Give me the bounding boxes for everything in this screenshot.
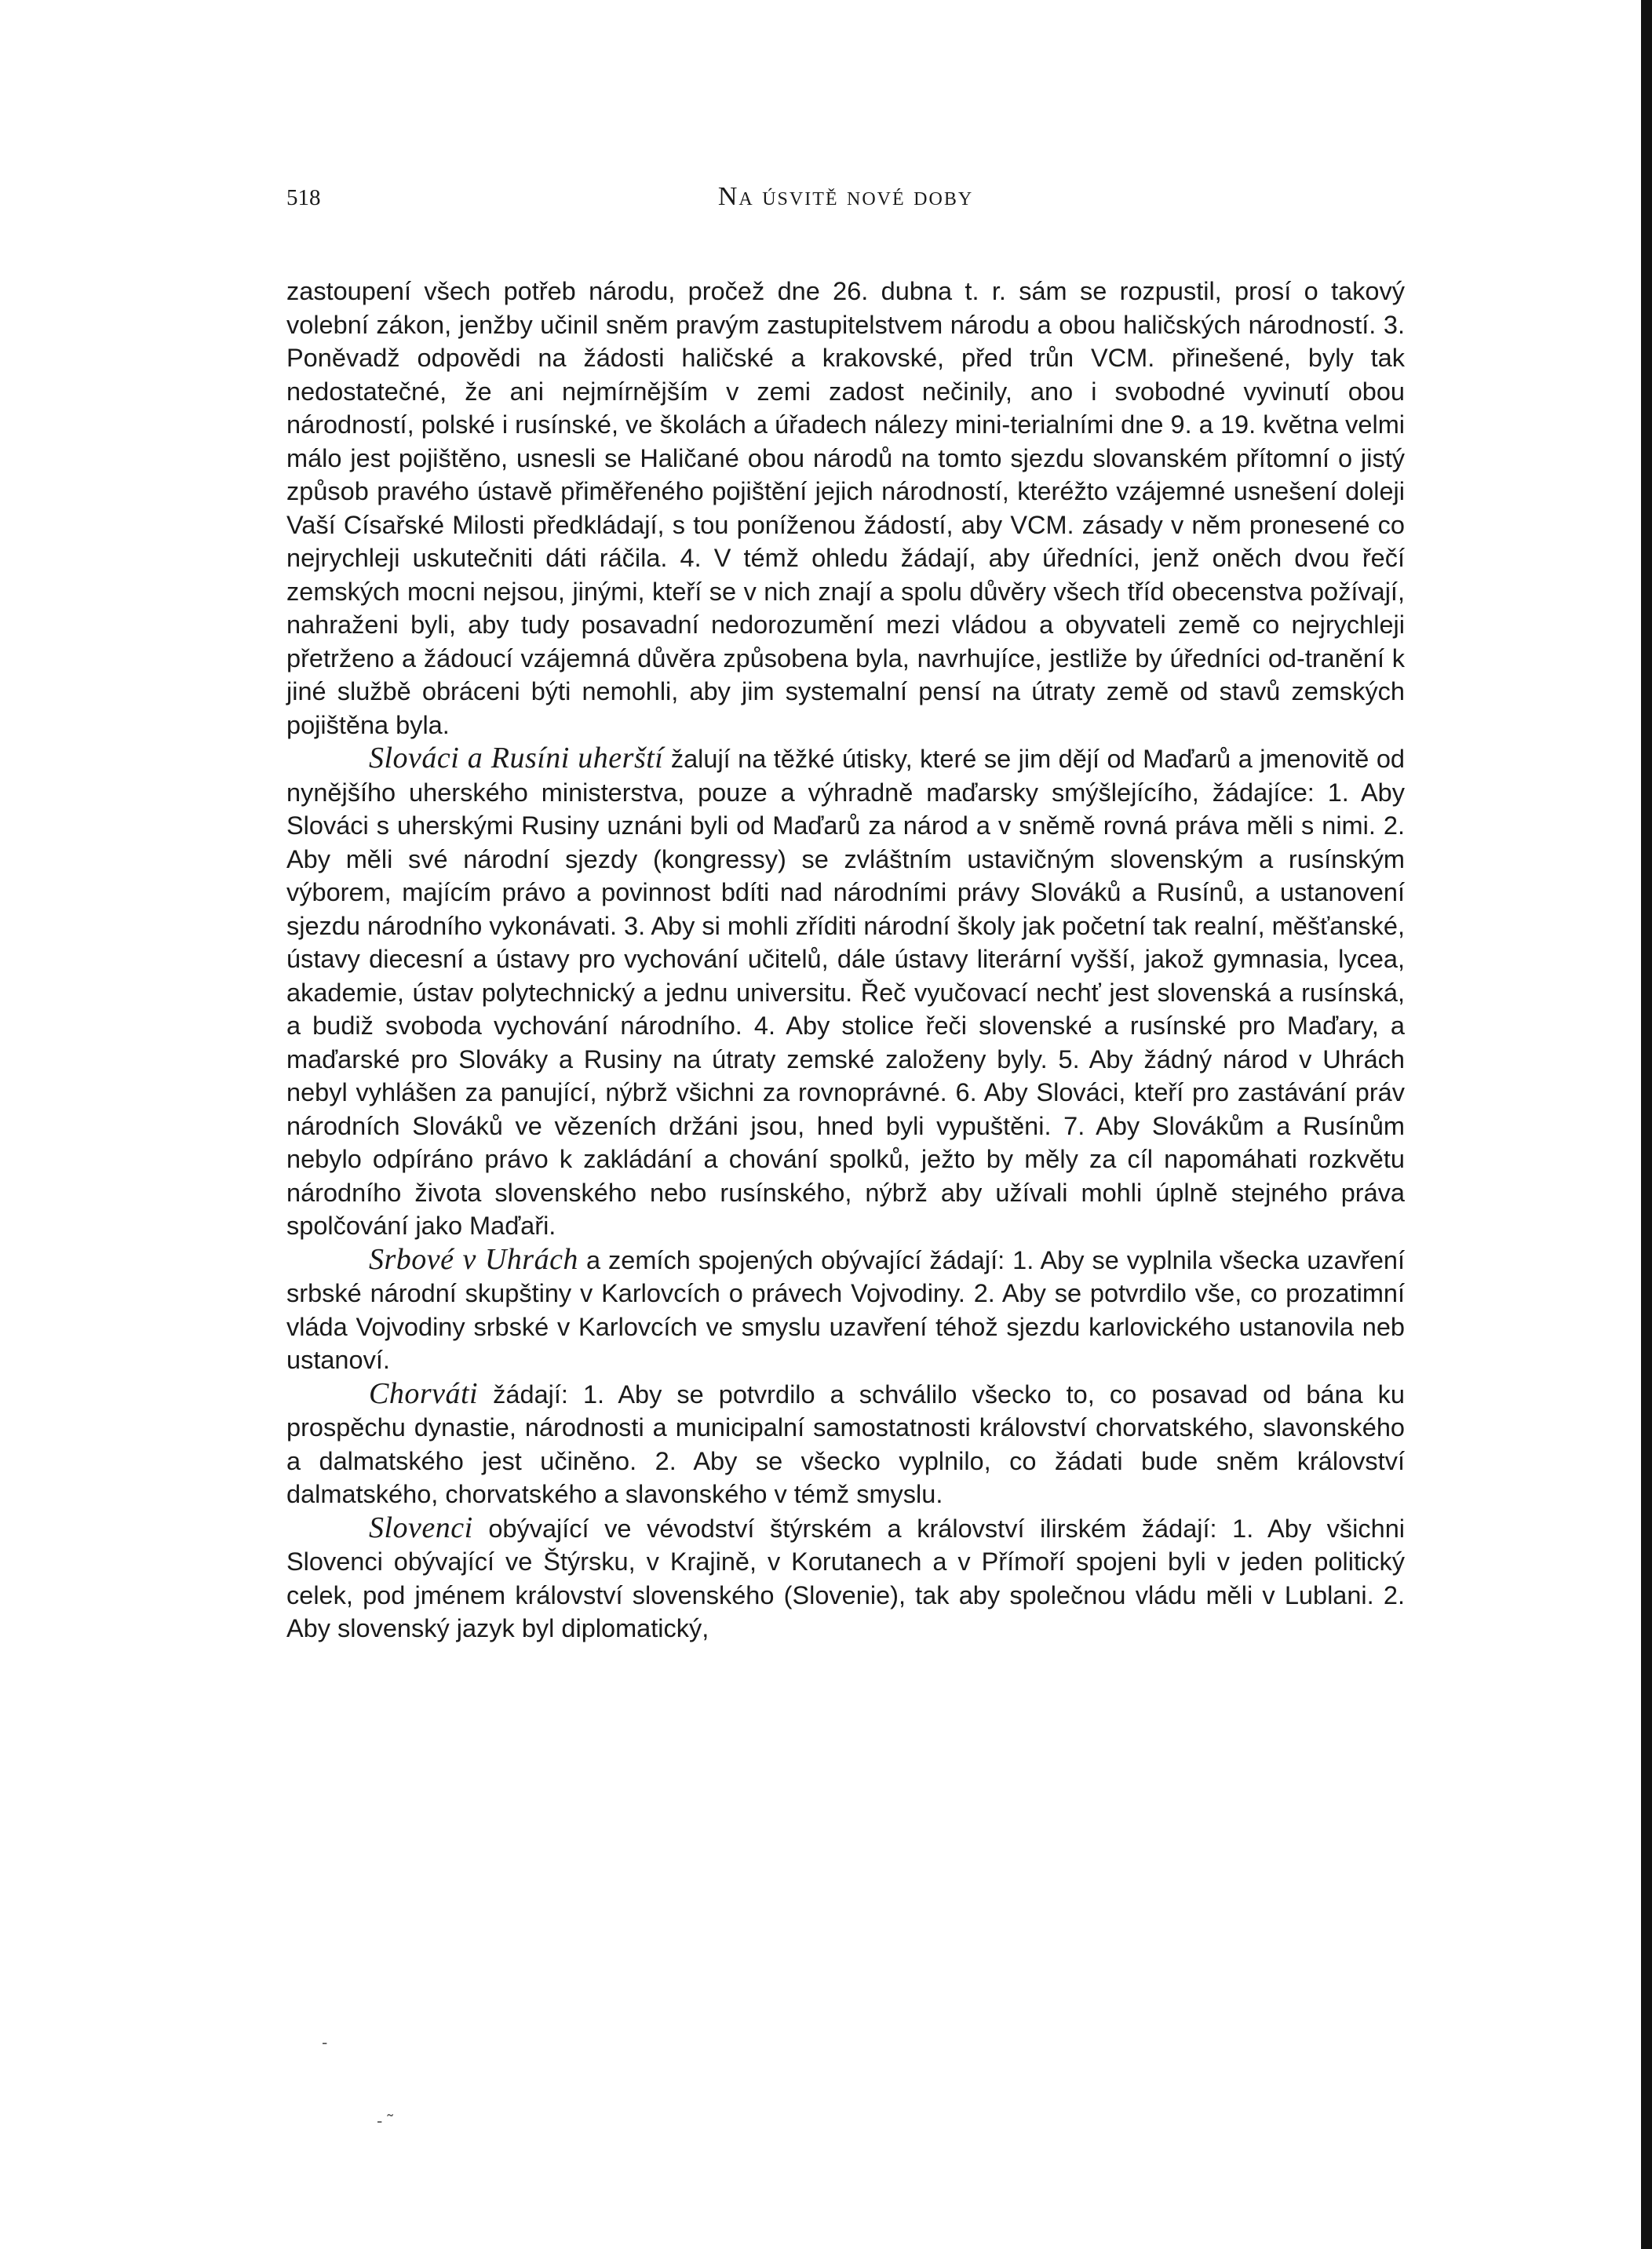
body-text — [286, 275, 1405, 1646]
paragraph-text: zastoupení všech potřeb národu, pročež dne 26. dubna t. r. sám se rozpustil, prosí o takový volební zákon, jenžby učinil sněm pravým zastupitelstvem národu a obou haličských národností. 3. Poněvadž odpovědi na žádosti haličské a krakovské, před trůn VCM. přinešené, byly tak nedostatečné, že ani nejmírnějším v zemi zadost nečinily, ano i svobodné vyvinutí obou národností, polské i rusínské, ve školách a úřadech nálezy mini-terialními dne 9. a 19. května velmi málo jest pojištěno, usnesli se Haličané obou národů na tomto sjezdu slovanském přítomní o jistý způsob pravého ústavě přiměřeného pojištění jejich národností, kteréžto vzájemné usnešení doleji Vaší Císařské Milosti předkládají, s tou poníženou žádostí, aby VCM. zásady v něm pronesené co nejrychleji uskutečniti dáti ráčila. 4. V témž ohledu žádají, aby úředníci, jenž oněch dvou řečí zemských mocni nejsou, jinými, kteří se v nich znají a spolu důvěry všech tříd obecenstva požívají, nahraženi byli, aby tudy posavadní nedorozumění mezi vládou a obyvateli země co nejrychleji přetrženo a žádoucí vzájemná důvěra způsobena byla, navrhujíce, jestliže by úředníci od-tranění k jiné službě obráceni býti nemohli, aby jim systemalní pensí na útraty země od stavů zemských pojištěna byla. — [286, 277, 1405, 739]
paragraph-srbove — [286, 1243, 1405, 1377]
paragraph-lead: Slováci a Rusíni uherští — [369, 742, 664, 775]
stray-mark: - ˜ — [377, 2111, 393, 2131]
page-header — [286, 182, 1405, 221]
paragraph-slovenci — [286, 1511, 1405, 1646]
paragraph-chorvati — [286, 1377, 1405, 1511]
paragraph-text: obývající ve vévodství štýrském a království ilirském žádají: 1. Aby všichni Slovenci obývající ve Štýrsku, v Krajině, v Korutanech a v Přímoří spojeni byli v jeden politický celek, pod jménem království slovenského (Slovenie), tak aby společnou vládu měli v Lublani. 2. Aby slovenský jazyk byl diplomatický, — [286, 1514, 1405, 1642]
running-title: Na úsvitě nové doby — [717, 182, 974, 211]
paragraph-text: žádají: 1. Aby se potvrdilo a schválilo všecko to, co posavad od bána ku prospěchu dynastie, národnosti a municipalní samostatnosti království chorvatského, slavonského a dalmatského jest učiněno. 2. Aby se všecko vyplnilo, co žádati bude sněm království dalmatského, chorvatského a slavonského v témž smyslu. — [286, 1380, 1405, 1508]
paragraph-lead: Slovenci — [369, 1511, 473, 1544]
paragraph-lead: Srbové v Uhrách — [369, 1242, 578, 1276]
paragraph-slovaci — [286, 742, 1405, 1243]
paragraph-text: žalují na těžké útisky, které se jim dějí od Maďarů a jmenovitě od nynějšího uherského ministerstva, pouze a výhradně maďarsky smýšlejícího, žádajíce: 1. Aby Slováci s uherskými Rusiny uznáni byli od Maďarů za národ a v sněmě rovná práva měli s nimi. 2. Aby měli své národní sjezdy (kongressy) se zvláštním ustavičným slovenským a rusínským výborem, majícím právo a povinnost bdíti nad národními právy Slováků a Rusínů, a ustanovení sjezdu národního vykonávati. 3. Aby si mohli zříditi národní školy jak početní tak realní, měšťanské, ústavy diecesní a ústavy pro vychování učitelů, dále ústavy literární vyšší, jakož gymnasia, lycea, akademie, ústav polytechnický a jednu universitu. Řeč vyučovací nechť jest slovenská a rusínská, a budiž svoboda vychování národního. 4. Aby stolice řeči slovenské a rusínské pro Maďary, a maďarské pro Slováky a Rusiny na útraty zemské založeny byly. 5. Aby žádný národ v Uhrách nebyl vyhlášen za panující, nýbrž všichni za rovnoprávné. 6. Aby Slováci, kteří pro zastávání práv národních Slováků ve vězeních držáni jsou, hned byli vypuštěni. 7. Aby Slovákům a Rusínům nebylo odpíráno právo k zakládání a chování spolků, ježto by měly za cíl napomáhati rozkvětu národního života slovenského nebo rusínského, nýbrž aby užívali mohli úplně stejného práva spolčování jako Maďaři. — [286, 745, 1405, 1240]
paragraph-continuation — [286, 275, 1405, 742]
stray-mark: - — [322, 2032, 328, 2052]
page-right-edge — [1641, 0, 1652, 2249]
paragraph-text: a zemích spojených obývající žádají: 1. Aby se vyplnila všecka uzavření srbské národní skupštiny v Karlovcích o právech Vojvodiny. 2. Aby se potvrdilo vše, co prozatimní vláda Vojvodiny srbské v Karlovcích ve smyslu uzavření téhož sjezdu karlovického ustanovila neb ustanoví. — [286, 1245, 1405, 1374]
page-number: 518 — [286, 185, 321, 210]
paragraph-lead: Chorváti — [369, 1376, 479, 1410]
